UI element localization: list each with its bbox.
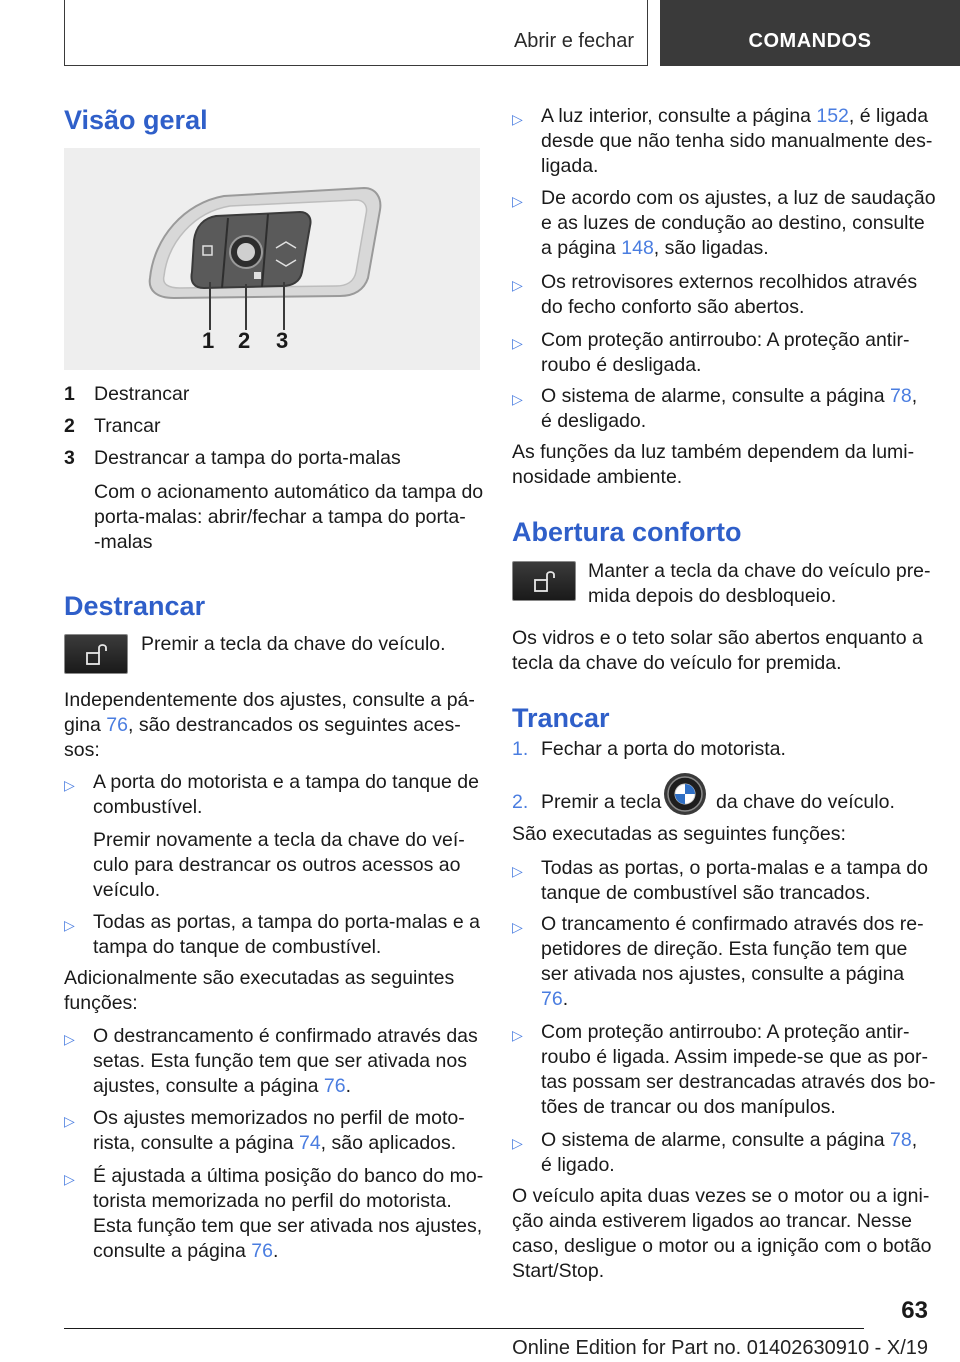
section-title-destrancar: Destrancar [64,591,206,621]
unlock-icon [65,635,129,675]
paragraph-line: Start/Stop. [512,1260,605,1282]
bullet-triangle-icon: ▷ [512,335,523,351]
section-title-abertura-conforto: Abertura conforto [512,517,742,547]
key-fob-illustration [64,148,480,370]
destrancar-intro: Premir a tecla da chave do veículo. [141,633,446,655]
step-text: da chave do veículo. [716,791,895,813]
page-link[interactable]: 78 [890,385,912,407]
abertura-intro-line: mida depois do desbloqueio. [588,585,837,607]
paragraph-line: nosidade ambiente. [512,466,683,488]
key-fob-figure [64,148,480,370]
section-title-visao-geral: Visão geral [64,105,208,135]
bullet-triangle-icon: ▷ [512,863,523,879]
paragraph-line: tecla da chave do veículo for premida. [512,652,842,674]
page-link[interactable]: 76 [251,1240,273,1262]
figure-label-1: 1 [202,328,215,353]
bullet-triangle-icon: ▷ [64,917,75,933]
legend-note-line: Com o acionamento automático da tampa do [94,481,484,503]
bullet-triangle-icon: ▷ [64,777,75,793]
legend-note-line: -malas [94,531,153,553]
section-title-trancar: Trancar [512,703,610,733]
abertura-intro-line: Manter a tecla da chave do veículo pre- [588,560,931,582]
paragraph-line: Independentemente dos ajustes, consulte a pá- [64,689,475,711]
paragraph-line: gina 76, são destrancados os seguintes aces- [64,714,461,736]
page-link[interactable]: 74 [298,1132,321,1154]
page-link[interactable]: 78 [890,1129,912,1151]
bullet-triangle-icon: ▷ [512,1027,523,1043]
page-number: 63 [901,1297,928,1324]
bullet-triangle-icon: ▷ [512,111,523,127]
page-link[interactable]: 148 [621,237,654,259]
paragraph-line: Os vidros e o teto solar são abertos enquanto a [512,627,923,649]
paragraph-line: caso, desligue o motor ou a ignição com o botão [512,1235,932,1257]
unlock-key-icon [512,561,576,601]
paragraph-line: As funções da luz também dependem da lumi- [512,441,915,463]
page-link[interactable]: 76 [323,1075,346,1097]
page-link[interactable]: 152 [816,105,849,127]
unlock-icon [513,562,577,602]
figure-label-3: 3 [276,328,289,353]
footer-edition: Online Edition for Part no. 01402630910 - X/19 [512,1337,928,1359]
paragraph-line: O veículo apita duas vezes se o motor ou a igni- [512,1185,930,1207]
paragraph-line: Adicionalmente são executadas as seguintes [64,967,455,989]
page-link[interactable]: 76 [541,988,563,1010]
bullet-triangle-icon: ▷ [512,391,523,407]
paragraph-line: sos: [64,739,100,761]
bullet-triangle-icon: ▷ [512,1135,523,1151]
bullet-triangle-icon: ▷ [64,1031,75,1047]
paragraph-line: São executadas as seguintes funções: [512,823,846,845]
step-text: Premir a tecla [541,791,662,813]
step-number: 1. [512,738,529,760]
step-number: 2. [512,791,529,813]
bmw-key-icon [663,772,707,816]
bullet-triangle-icon: ▷ [512,193,523,209]
figure-label-2: 2 [238,328,251,353]
bullet-triangle-icon: ▷ [512,919,523,935]
legend-note-line: porta-malas: abrir/fechar a tampa do porta- [94,506,466,528]
bullet-triangle-icon: ▷ [64,1171,75,1187]
header-section-title: Abrir e fechar [513,30,634,52]
footer-divider [64,1328,864,1329]
page-link[interactable]: 76 [106,714,128,736]
paragraph-line: funções: [64,992,138,1014]
bullet-triangle-icon: ▷ [512,277,523,293]
bullet-triangle-icon: ▷ [64,1113,75,1129]
unlock-key-icon [64,634,128,674]
paragraph-line: ção ainda estiverem ligados ao trancar. Nesse [512,1210,912,1232]
header-chapter-tab: COMANDOS [660,0,960,66]
step-text: Fechar a porta do motorista. [541,738,786,760]
bmw-logo-icon [663,772,707,816]
